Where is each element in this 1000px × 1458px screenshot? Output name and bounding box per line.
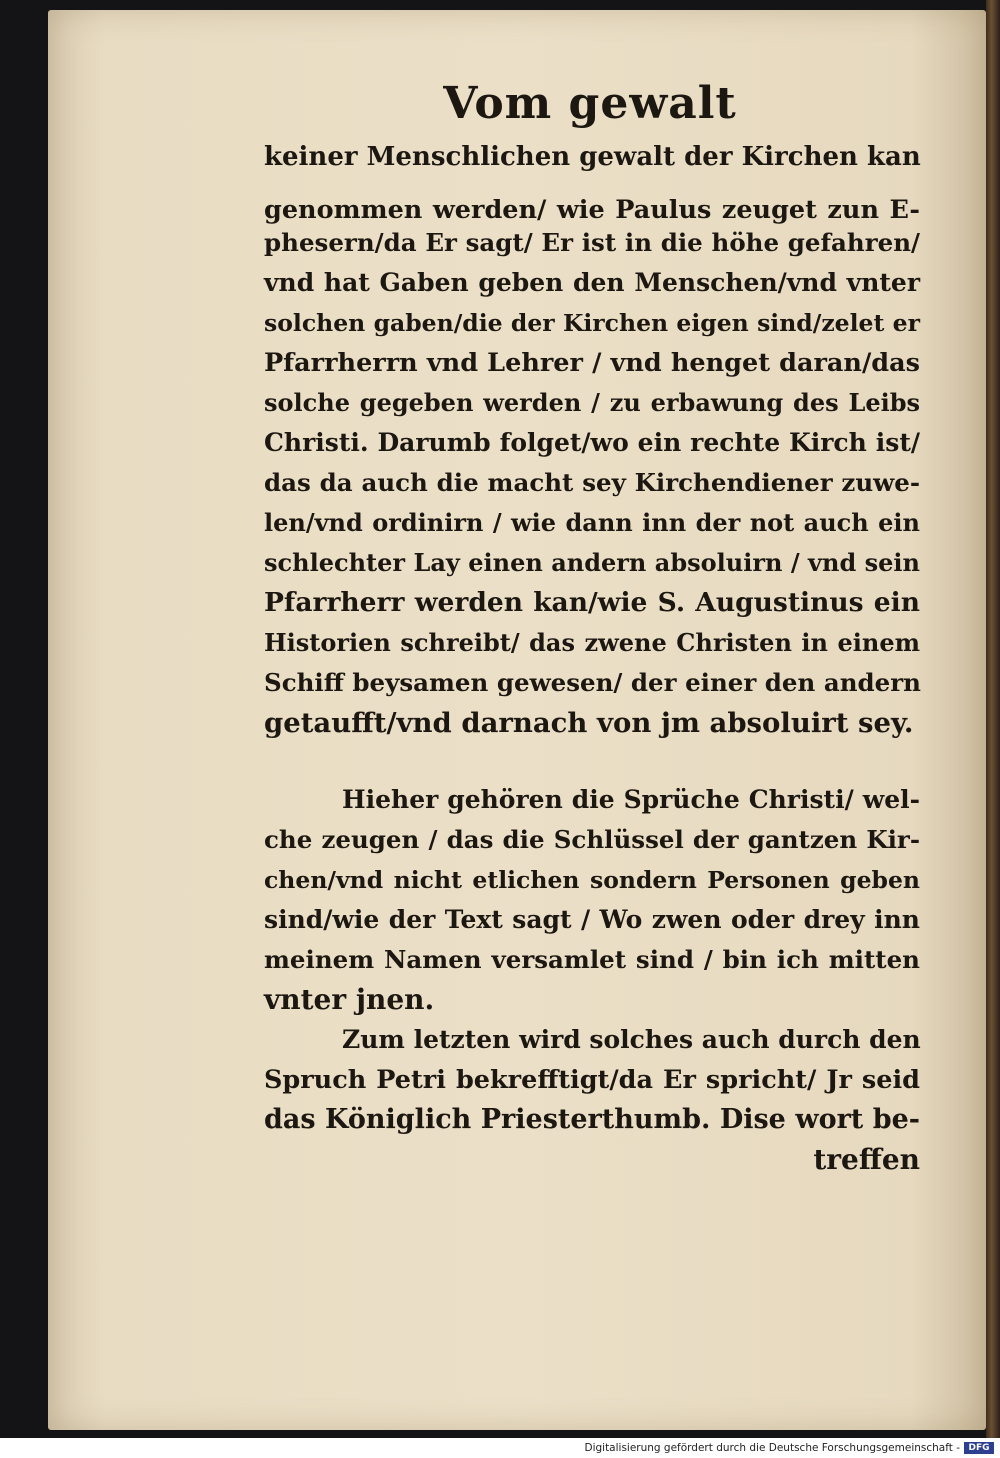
paragraph-first-line: Zum letzten wird solches auch durch den — [342, 1025, 921, 1054]
dfg-logo: DFG — [964, 1442, 994, 1454]
text-line: phesern/da Er sagt/ Er ist in die höhe gefahren/ — [264, 228, 920, 257]
text-line: Schiff beysamen gewesen/ der einer den andern — [264, 668, 921, 697]
text-line: Christi. Darumb folget/wo ein rechte Kirch ist/ — [264, 428, 920, 457]
paragraph-first-line: Hieher gehören die Sprüche Christi/ wel- — [342, 785, 920, 814]
text-line: vnter jnen. — [264, 983, 435, 1016]
text-line: getaufft/vnd darnach von jm absoluirt sey. — [264, 707, 914, 739]
text-line: solchen gaben/die der Kirchen eigen sind/zelet er — [264, 309, 920, 337]
running-header: Vom gewalt — [443, 78, 737, 129]
text-line: Historien schreibt/ das zwene Christen in einem — [264, 628, 920, 657]
book-edge — [986, 0, 1000, 1438]
text-line: Pfarrherr werden kan/wie S. Augustinus ein — [264, 587, 920, 618]
text-line: sind/wie der Text sagt / Wo zwen oder drey inn — [264, 905, 920, 934]
text-line: schlechter Lay einen andern absoluirn / vnd sein — [264, 548, 920, 577]
text-line: Spruch Petri bekrefftigt/da Er spricht/ Jr seid — [264, 1065, 920, 1095]
text-line: chen/vnd nicht etlichen sondern Personen geben — [264, 866, 920, 894]
text-line: vnd hat Gaben geben den Menschen/vnd vnter — [264, 268, 920, 297]
catchword: treffen — [813, 1143, 920, 1176]
text-line: solche gegeben werden / zu erbawung des Leibs — [264, 388, 920, 417]
text-line: keiner Menschlichen gewalt der Kirchen kan — [264, 142, 921, 172]
text-line: meinem Namen versamlet sind / bin ich mitten — [264, 945, 920, 974]
digitization-credit: Digitalisierung gefördert durch die Deutsche Forschungsgemeinschaft - — [584, 1442, 960, 1454]
text-line: len/vnd ordinirn / wie dann inn der not auch ein — [264, 508, 920, 537]
text-line: che zeugen / das die Schlüssel der gantzen Kir- — [264, 825, 920, 854]
text-line: das Königlich Priesterthumb. Dise wort be- — [264, 1104, 920, 1135]
text-line: genommen werden/ wie Paulus zeuget zun E- — [264, 195, 920, 225]
text-line: Pfarrherrn vnd Lehrer / vnd henget daran/das — [264, 348, 920, 378]
text-line: das da auch die macht sey Kirchendiener zuwe- — [264, 468, 920, 497]
